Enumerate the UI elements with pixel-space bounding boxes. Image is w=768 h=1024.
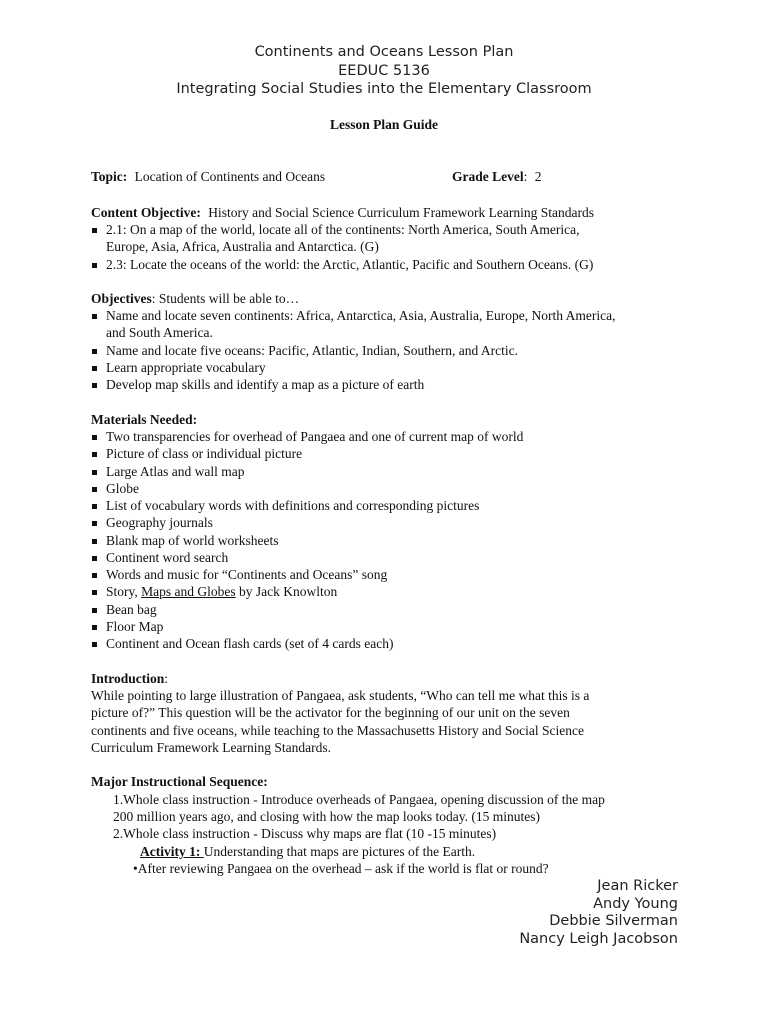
- objectives-label: Objectives: [91, 291, 152, 306]
- bullet-icon: [92, 263, 97, 268]
- grade-level: Grade Level: 2: [452, 169, 542, 184]
- bullet-icon: [92, 556, 97, 561]
- activity-label: Activity 1:: [140, 844, 204, 859]
- bullet-icon: [92, 314, 97, 319]
- bullet-icon: [92, 573, 97, 578]
- bullet-icon: [92, 470, 97, 475]
- sequence-step-continuation: 200 million years ago, and closing with how the map looks today. (15 minutes): [113, 809, 540, 824]
- course-number: EEDUC 5136: [338, 63, 430, 79]
- author-name: Nancy Leigh Jacobson: [519, 931, 678, 947]
- bullet-icon: [92, 383, 97, 388]
- story-title: Maps and Globes: [141, 584, 236, 599]
- guide-heading: Lesson Plan Guide: [329, 117, 439, 132]
- bullet-icon: [92, 366, 97, 371]
- topic-label: Topic:: [91, 169, 128, 184]
- list-item-continuation: Europe, Asia, Africa, Australia and Antarctica. (G): [106, 239, 379, 254]
- bullet-icon: [92, 228, 97, 233]
- bullet-icon: [92, 642, 97, 647]
- activity-line: [140, 843, 475, 860]
- introduction-heading: Introduction:: [91, 671, 169, 686]
- document-title: Continents and Oceans Lesson Plan: [254, 44, 514, 60]
- grade-value: 2: [534, 169, 542, 184]
- bullet-icon: [92, 625, 97, 630]
- bullet-icon: [92, 487, 97, 492]
- activity-text: Understanding that maps are pictures of the Earth.: [203, 844, 476, 859]
- story-author: by Jack Knowlton: [235, 584, 338, 599]
- introduction-label: Introduction: [91, 671, 165, 686]
- bullet-icon: [92, 349, 97, 354]
- sequence-heading: Major Instructional Sequence:: [91, 774, 268, 789]
- course-subtitle: Integrating Social Studies into the Elementary Classroom: [176, 81, 592, 97]
- topic-value: Location of Continents and Oceans: [134, 169, 326, 184]
- objectives-heading: [91, 290, 299, 307]
- bullet-icon: [92, 435, 97, 440]
- content-objective-label: Content Objective:: [91, 205, 201, 220]
- objectives-text: : Students will be able to…: [151, 291, 300, 306]
- bullet-icon: [92, 608, 97, 613]
- author-name: Debbie Silverman: [549, 913, 678, 929]
- introduction-line: While pointing to large illustration of Pangaea, ask students, “Who can tell me what this is a: [91, 688, 590, 703]
- content-objective-heading: [91, 204, 594, 221]
- author-name: Jean Ricker: [597, 878, 678, 894]
- bullet-icon: [92, 590, 97, 595]
- materials-heading: Materials Needed:: [91, 412, 198, 427]
- bullet-icon: [92, 452, 97, 457]
- introduction-line: continents and five oceans, while teaching to the Massachusetts History and Social Science: [91, 723, 584, 738]
- introduction-line: Curriculum Framework Learning Standards.: [91, 740, 331, 755]
- author-name: Andy Young: [593, 896, 678, 912]
- grade-label: Grade Level: [452, 169, 524, 184]
- activity-bullet-line: •After reviewing Pangaea on the overhead – ask if the world is flat or round?: [133, 861, 549, 876]
- bullet-icon: [92, 539, 97, 544]
- bullet-icon: [92, 504, 97, 509]
- sequence-step: 1.Whole class instruction - Introduce overheads of Pangaea, opening discussion of the map: [113, 792, 605, 807]
- sequence-step: 2.Whole class instruction - Discuss why maps are flat (10 -15 minutes): [113, 826, 497, 841]
- introduction-line: picture of?” This question will be the activator for the beginning of our unit on the seven: [91, 705, 570, 720]
- content-objective-text: History and Social Science Curriculum Framework Learning Standards: [208, 205, 595, 220]
- bullet-icon: [92, 521, 97, 526]
- topic-line: [91, 168, 325, 185]
- list-item-continuation: and South America.: [106, 325, 213, 340]
